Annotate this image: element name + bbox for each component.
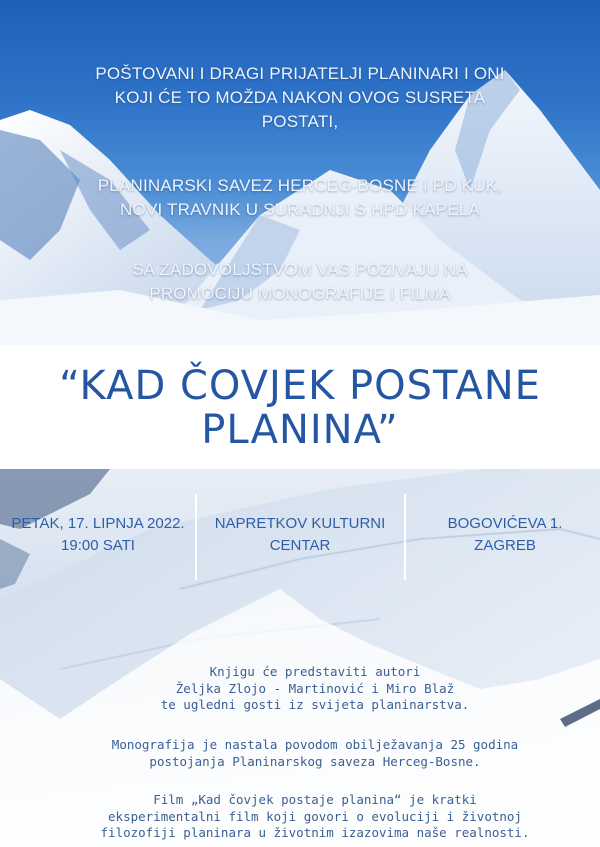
intro-organizers-line-1: PLANINARSKI SAVEZ HERCEG-BOSNE I PD KUK,	[97, 176, 503, 195]
intro-invitation-line-1: SA ZADOVOLJSTVOM VAS POZIVAJU NA	[132, 260, 468, 279]
event-venue-line-2: CENTAR	[269, 537, 331, 554]
info-divider-1	[195, 494, 197, 580]
desc-monograph-line-2: postojanja Planinarskog saveza Herceg-Bosne.	[149, 753, 481, 769]
event-venue	[200, 513, 400, 557]
intro-organizers	[0, 174, 600, 222]
event-venue-line-1: NAPRETKOV KULTURNI	[214, 515, 386, 532]
mountain-photo-top	[0, 0, 600, 345]
event-address-line-1: BOGOVIĆEVA 1.	[447, 515, 563, 532]
intro-organizers-line-2: NOVI TRAVNIK U SURADNJI S HPD KAPELA	[120, 200, 480, 219]
desc-film-line-3: filozofiji planinara u životnim izazovima naše realnosti.	[100, 825, 530, 840]
desc-authors-line-1: Knjigu će predstaviti autori	[209, 664, 421, 679]
info-divider-2	[404, 494, 406, 580]
intro-invitation	[0, 258, 600, 306]
desc-film-line-1: Film „Kad čovjek postaje planina“ je kratki	[153, 792, 477, 807]
event-title	[0, 364, 600, 452]
event-date-time	[4, 513, 192, 557]
desc-authors-line-3: te ugledni gosti iz svijeta planinarstva.	[160, 697, 470, 712]
intro-greeting-line-3: POSTATI,	[261, 112, 339, 131]
intro-invitation-line-2: PROMOCIJU MONOGRAFIJE I FILMA	[149, 284, 451, 303]
desc-authors	[80, 664, 550, 714]
desc-film-line-2: eksperimentalni film koji govori o evoluciji i životnoj	[108, 808, 522, 824]
intro-greeting	[0, 62, 600, 134]
event-title-line-1: “KAD ČOVJEK POSTANE	[59, 363, 541, 409]
event-title-line-2: PLANINA”	[201, 407, 399, 453]
desc-authors-line-2: Željka Zlojo - Martinović i Miro Blaž	[175, 680, 455, 696]
intro-greeting-line-1: POŠTOVANI I DRAGI PRIJATELJI PLANINARI I ONI	[95, 64, 505, 83]
desc-monograph-line-1: Monografija je nastala povodom obilježavanja 25 godina	[111, 737, 519, 752]
event-address	[410, 513, 600, 557]
event-address-line-2: ZAGREB	[474, 537, 536, 554]
intro-greeting-line-2: KOJI ĆE TO MOŽDA NAKON OVOG SUSRETA	[114, 88, 486, 107]
event-date: PETAK, 17. LIPNJA 2022.	[11, 515, 185, 532]
event-time: 19:00 SATI	[61, 537, 135, 554]
desc-monograph	[80, 737, 550, 770]
desc-film	[80, 792, 550, 842]
